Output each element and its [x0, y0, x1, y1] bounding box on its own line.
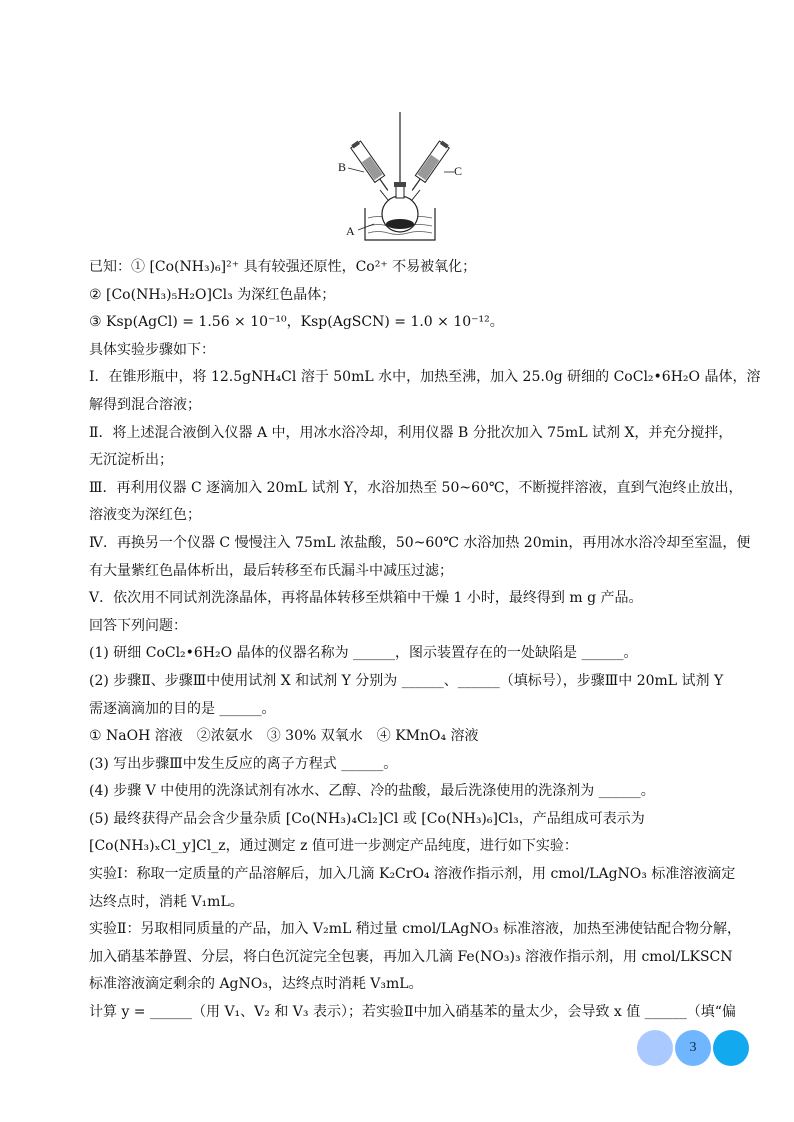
label-b: B — [338, 160, 347, 174]
label-a: A — [346, 224, 355, 238]
text-line: 需逐滴滴加的目的是 ______。 — [89, 700, 276, 717]
page-number-badge — [637, 1030, 749, 1066]
text-line: ① NaOH 溶液 ②浓氨水 ③ 30% 双氧水 ④ KMnO₄ 溶液 — [89, 728, 479, 745]
text-line: 无沉淀析出； — [89, 452, 173, 469]
apparatus-figure — [330, 110, 470, 245]
text-line: 具体实验步骤如下： — [89, 341, 215, 358]
text-line: 解得到混合溶液； — [89, 396, 201, 413]
text-line: Ⅳ．再换另一个仪器 C 慢慢注入 75mL 浓盐酸，50~60℃ 水浴加热 20min，再用冰水浴冷却至室温，便 — [89, 534, 751, 551]
text-line: [Co(NH₃)ₓCl_y]Cl_z，通过测定 z 值可进一步测定产品纯度，进行如下实验： — [89, 838, 578, 855]
decor-circle — [637, 1030, 673, 1066]
text-line: (2) 步骤Ⅱ、步骤Ⅲ中使用试剂 X 和试剂 Y 分别为 ______、______（填标号），步骤Ⅲ中 20mL 试剂 Y — [89, 672, 724, 689]
text-line: Ⅴ．依次用不同试剂洗涤晶体，再将晶体转移至烘箱中干燥 1 小时，最终得到 m g 产品。 — [89, 590, 643, 607]
text-line: 有大量紫红色晶体析出，最后转移至布氏漏斗中减压过滤； — [89, 562, 453, 579]
text-line: (5) 最终获得产品会含少量杂质 [Co(NH₃)₄Cl₂]Cl 或 [Co(NH₃)₆]Cl₃，产品组成可表示为 — [89, 810, 645, 827]
text-line: Ⅰ．在锥形瓶中，将 12.5gNH₄Cl 溶于 50mL 水中，加热至沸，加入 25.0g 研细的 CoCl₂•6H₂O 晶体，溶 — [89, 369, 761, 386]
decor-circle — [713, 1030, 749, 1066]
text-line: 实验Ⅱ：另取相同质量的产品，加入 V₂mL 稍过量 cmol/LAgNO₃ 标准溶液，加热至沸使钴配合物分解， — [89, 921, 742, 938]
text-line: 溶液变为深红色； — [89, 507, 201, 524]
label-c: C — [454, 164, 463, 178]
page-number: 3 — [689, 1040, 697, 1055]
text-line: ② [Co(NH₃)₅H₂O]Cl₃ 为深红色晶体； — [89, 286, 336, 303]
text-line: (4) 步骤 V 中使用的洗涤试剂有冰水、乙醇、冷的盐酸，最后洗涤使用的洗涤剂为 ______。 — [89, 783, 655, 800]
text-line: 达终点时，消耗 V₁mL。 — [89, 893, 244, 910]
text-line: 实验Ⅰ：称取一定质量的产品溶解后，加入几滴 K₂CrO₄ 溶液作指示剂，用 cmol/LAgNO₃ 标准溶液滴定 — [89, 866, 736, 883]
text-line: 标准溶液滴定剩余的 AgNO₃，达终点时消耗 V₃mL。 — [89, 976, 423, 993]
text-line: (1) 研细 CoCl₂•6H₂O 晶体的仪器名称为 ______，图示装置存在的一处缺陷是 ______。 — [89, 645, 638, 662]
text-line: (3) 写出步骤Ⅲ中发生反应的离子方程式 ______。 — [89, 755, 398, 772]
text-line: ③ Ksp(AgCl) = 1.56 × 10⁻¹⁰，Ksp(AgSCN) = 1.0 × 10⁻¹²。 — [89, 314, 504, 331]
question-text — [89, 254, 761, 1027]
text-line: 加入硝基苯静置、分层，将白色沉淀完全包裹，再加入几滴 Fe(NO₃)₃ 溶液作指示剂，用 cmol/LKSCN — [89, 948, 733, 965]
text-line: 已知：① [Co(NH₃)₆]²⁺ 具有较强还原性，Co²⁺ 不易被氧化； — [89, 259, 477, 275]
text-line: Ⅲ．再利用仪器 C 逐滴加入 20mL 试剂 Y，水浴加热至 50~60℃，不断搅拌溶液，直到气泡终止放出， — [89, 479, 743, 496]
text-line: Ⅱ．将上述混合液倒入仪器 A 中，用冰水浴冷却，利用仪器 B 分批次加入 75mL 试剂 X，并充分搅拌， — [89, 424, 733, 441]
text-line: 回答下列问题： — [89, 617, 187, 634]
text-line: 计算 y = ______（用 V₁、V₂ 和 V₃ 表示）；若实验Ⅱ中加入硝基苯的量太少，会导致 x 值 ______（填“偏 — [89, 1004, 736, 1021]
